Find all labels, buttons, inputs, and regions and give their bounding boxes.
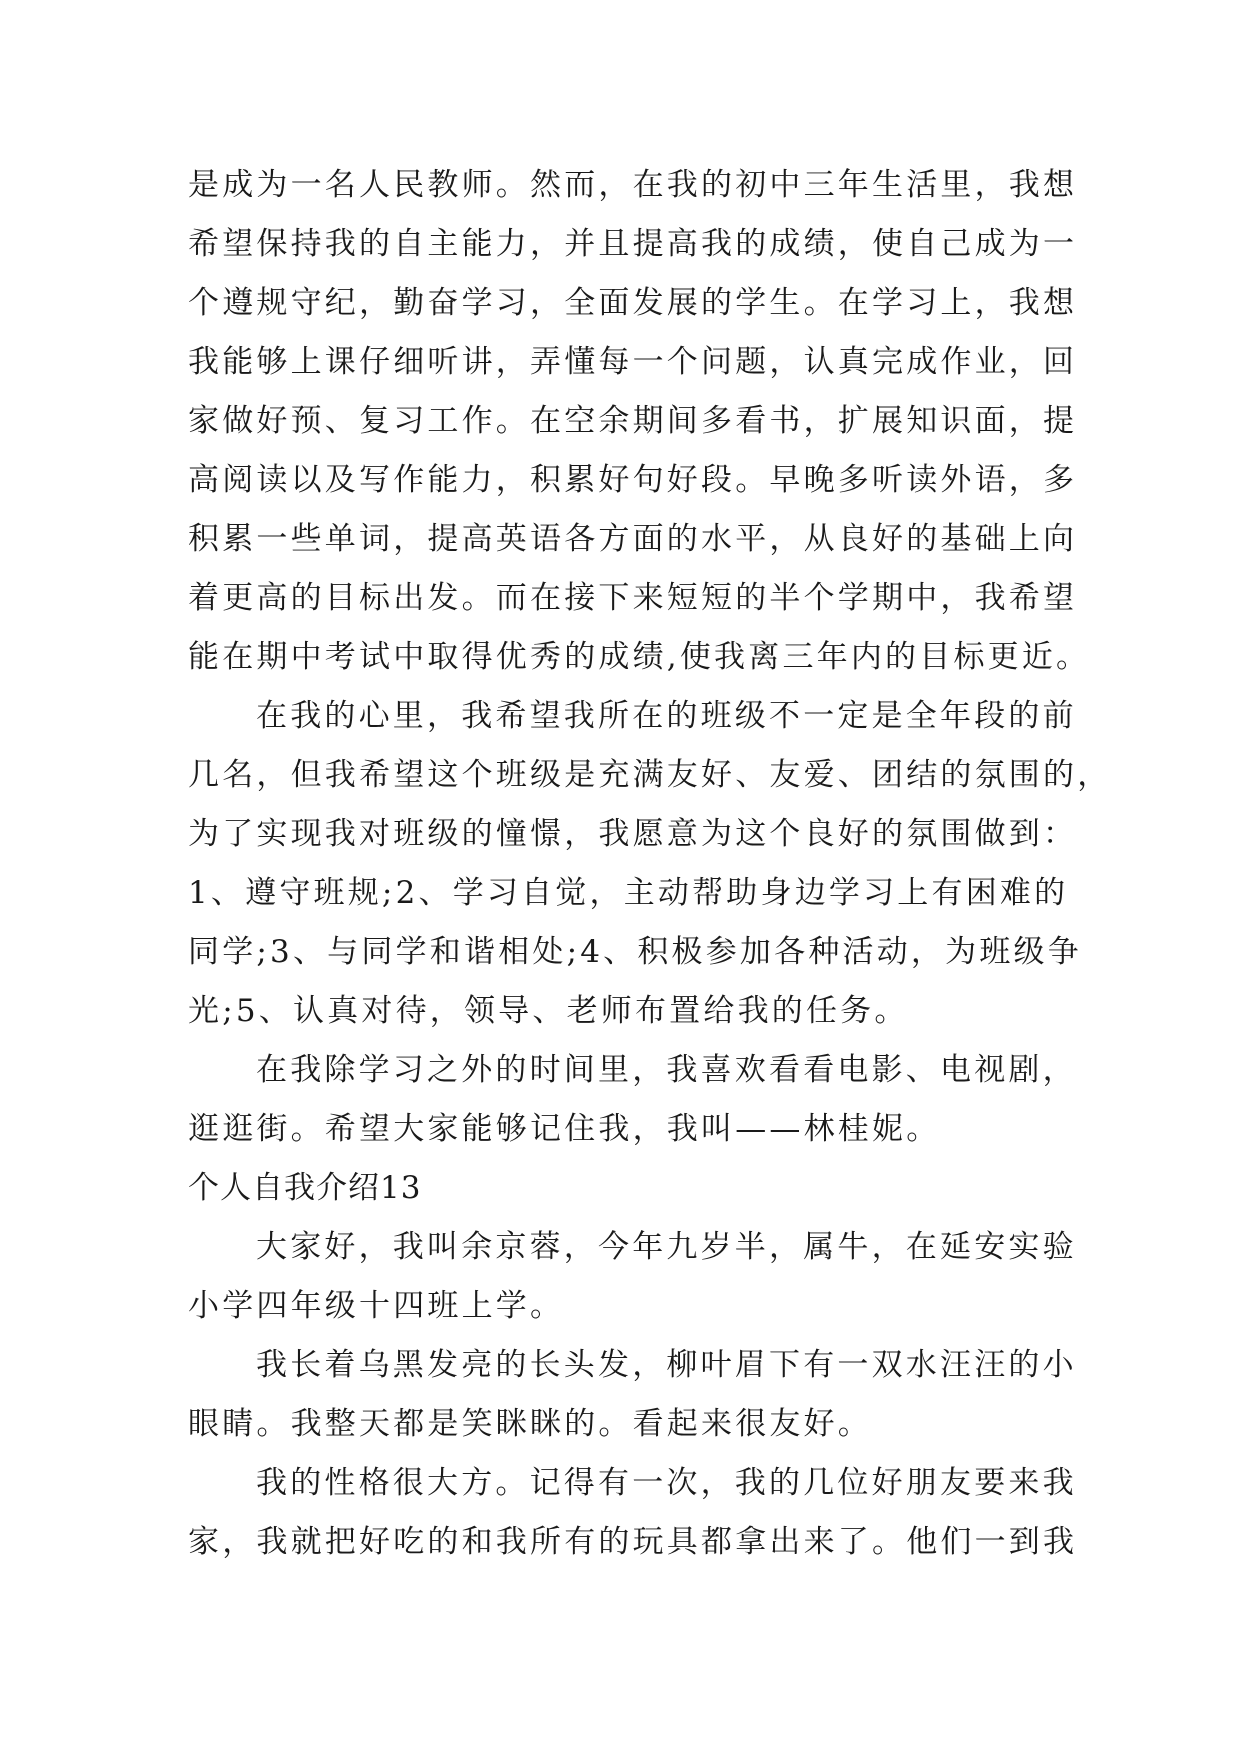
text-line: 我的性格很大方。记得有一次，我的几位好朋友要来我	[256, 1465, 1077, 1501]
text-line: 光;5、认真对待，领导、老师布置给我的任务。	[188, 993, 909, 1029]
text-line: 在我的心里，我希望我所在的班级不一定是全年段的前	[256, 698, 1077, 734]
text-line: 几名，但我希望这个班级是充满友好、友爱、团结的氛围的，	[188, 757, 1112, 793]
text-line: 同学;3、与同学和谐相处;4、积极参加各种活动，为班级争	[188, 934, 1082, 970]
text-line: 大家好，我叫余京蓉，今年九岁半，属牛，在延安实验	[256, 1229, 1077, 1265]
text-line: 是成为一名人民教师。然而，在我的初中三年生活里，我想	[188, 167, 1078, 203]
paragraph	[188, 1454, 1078, 1572]
paragraph	[188, 1336, 1077, 1454]
text-line: 我长着乌黑发亮的长头发，柳叶眉下有一双水汪汪的小	[256, 1347, 1077, 1383]
text-line: 能在期中考试中取得优秀的成绩,使我离三年内的目标更近。	[188, 639, 1091, 675]
text-line: 高阅读以及写作能力，积累好句好段。早晚多听读外语，多	[188, 462, 1078, 498]
text-line: 在我除学习之外的时间里，我喜欢看看电影、电视剧，	[256, 1052, 1077, 1088]
paragraph	[188, 1218, 1077, 1336]
text-line: 眼睛。我整天都是笑眯眯的。看起来很友好。	[188, 1406, 872, 1442]
text-line: 逛逛街。希望大家能够记住我，我叫——林桂妮。	[188, 1111, 941, 1147]
text-line: 希望保持我的自主能力，并且提高我的成绩，使自己成为一	[188, 226, 1078, 262]
text-line: 着更高的目标出发。而在接下来短短的半个学期中，我希望	[188, 580, 1078, 616]
document-body	[188, 156, 1112, 1572]
text-line: 家做好预、复习工作。在空余期间多看书，扩展知识面，提	[188, 403, 1078, 439]
text-line: 家，我就把好吃的和我所有的玩具都拿出来了。他们一到我	[188, 1524, 1078, 1560]
heading-text: 个人自我介绍13	[188, 1170, 422, 1206]
text-line: 1、遵守班规;2、学习自觉，主动帮助身边学习上有困难的	[188, 875, 1069, 911]
text-line: 我能够上课仔细听讲，弄懂每一个问题，认真完成作业，回	[188, 344, 1078, 380]
section-heading	[188, 1159, 1060, 1218]
text-line: 为了实现我对班级的憧憬，我愿意为这个良好的氛围做到：	[188, 816, 1078, 852]
text-line: 小学四年级十四班上学。	[188, 1288, 565, 1324]
paragraph	[188, 687, 1112, 1041]
text-line: 个遵规守纪，勤奋学习，全面发展的学生。在学习上，我想	[188, 285, 1078, 321]
paragraph	[188, 1041, 1077, 1159]
paragraph	[188, 156, 1091, 687]
text-line: 积累一些单词，提高英语各方面的水平，从良好的基础上向	[188, 521, 1078, 557]
